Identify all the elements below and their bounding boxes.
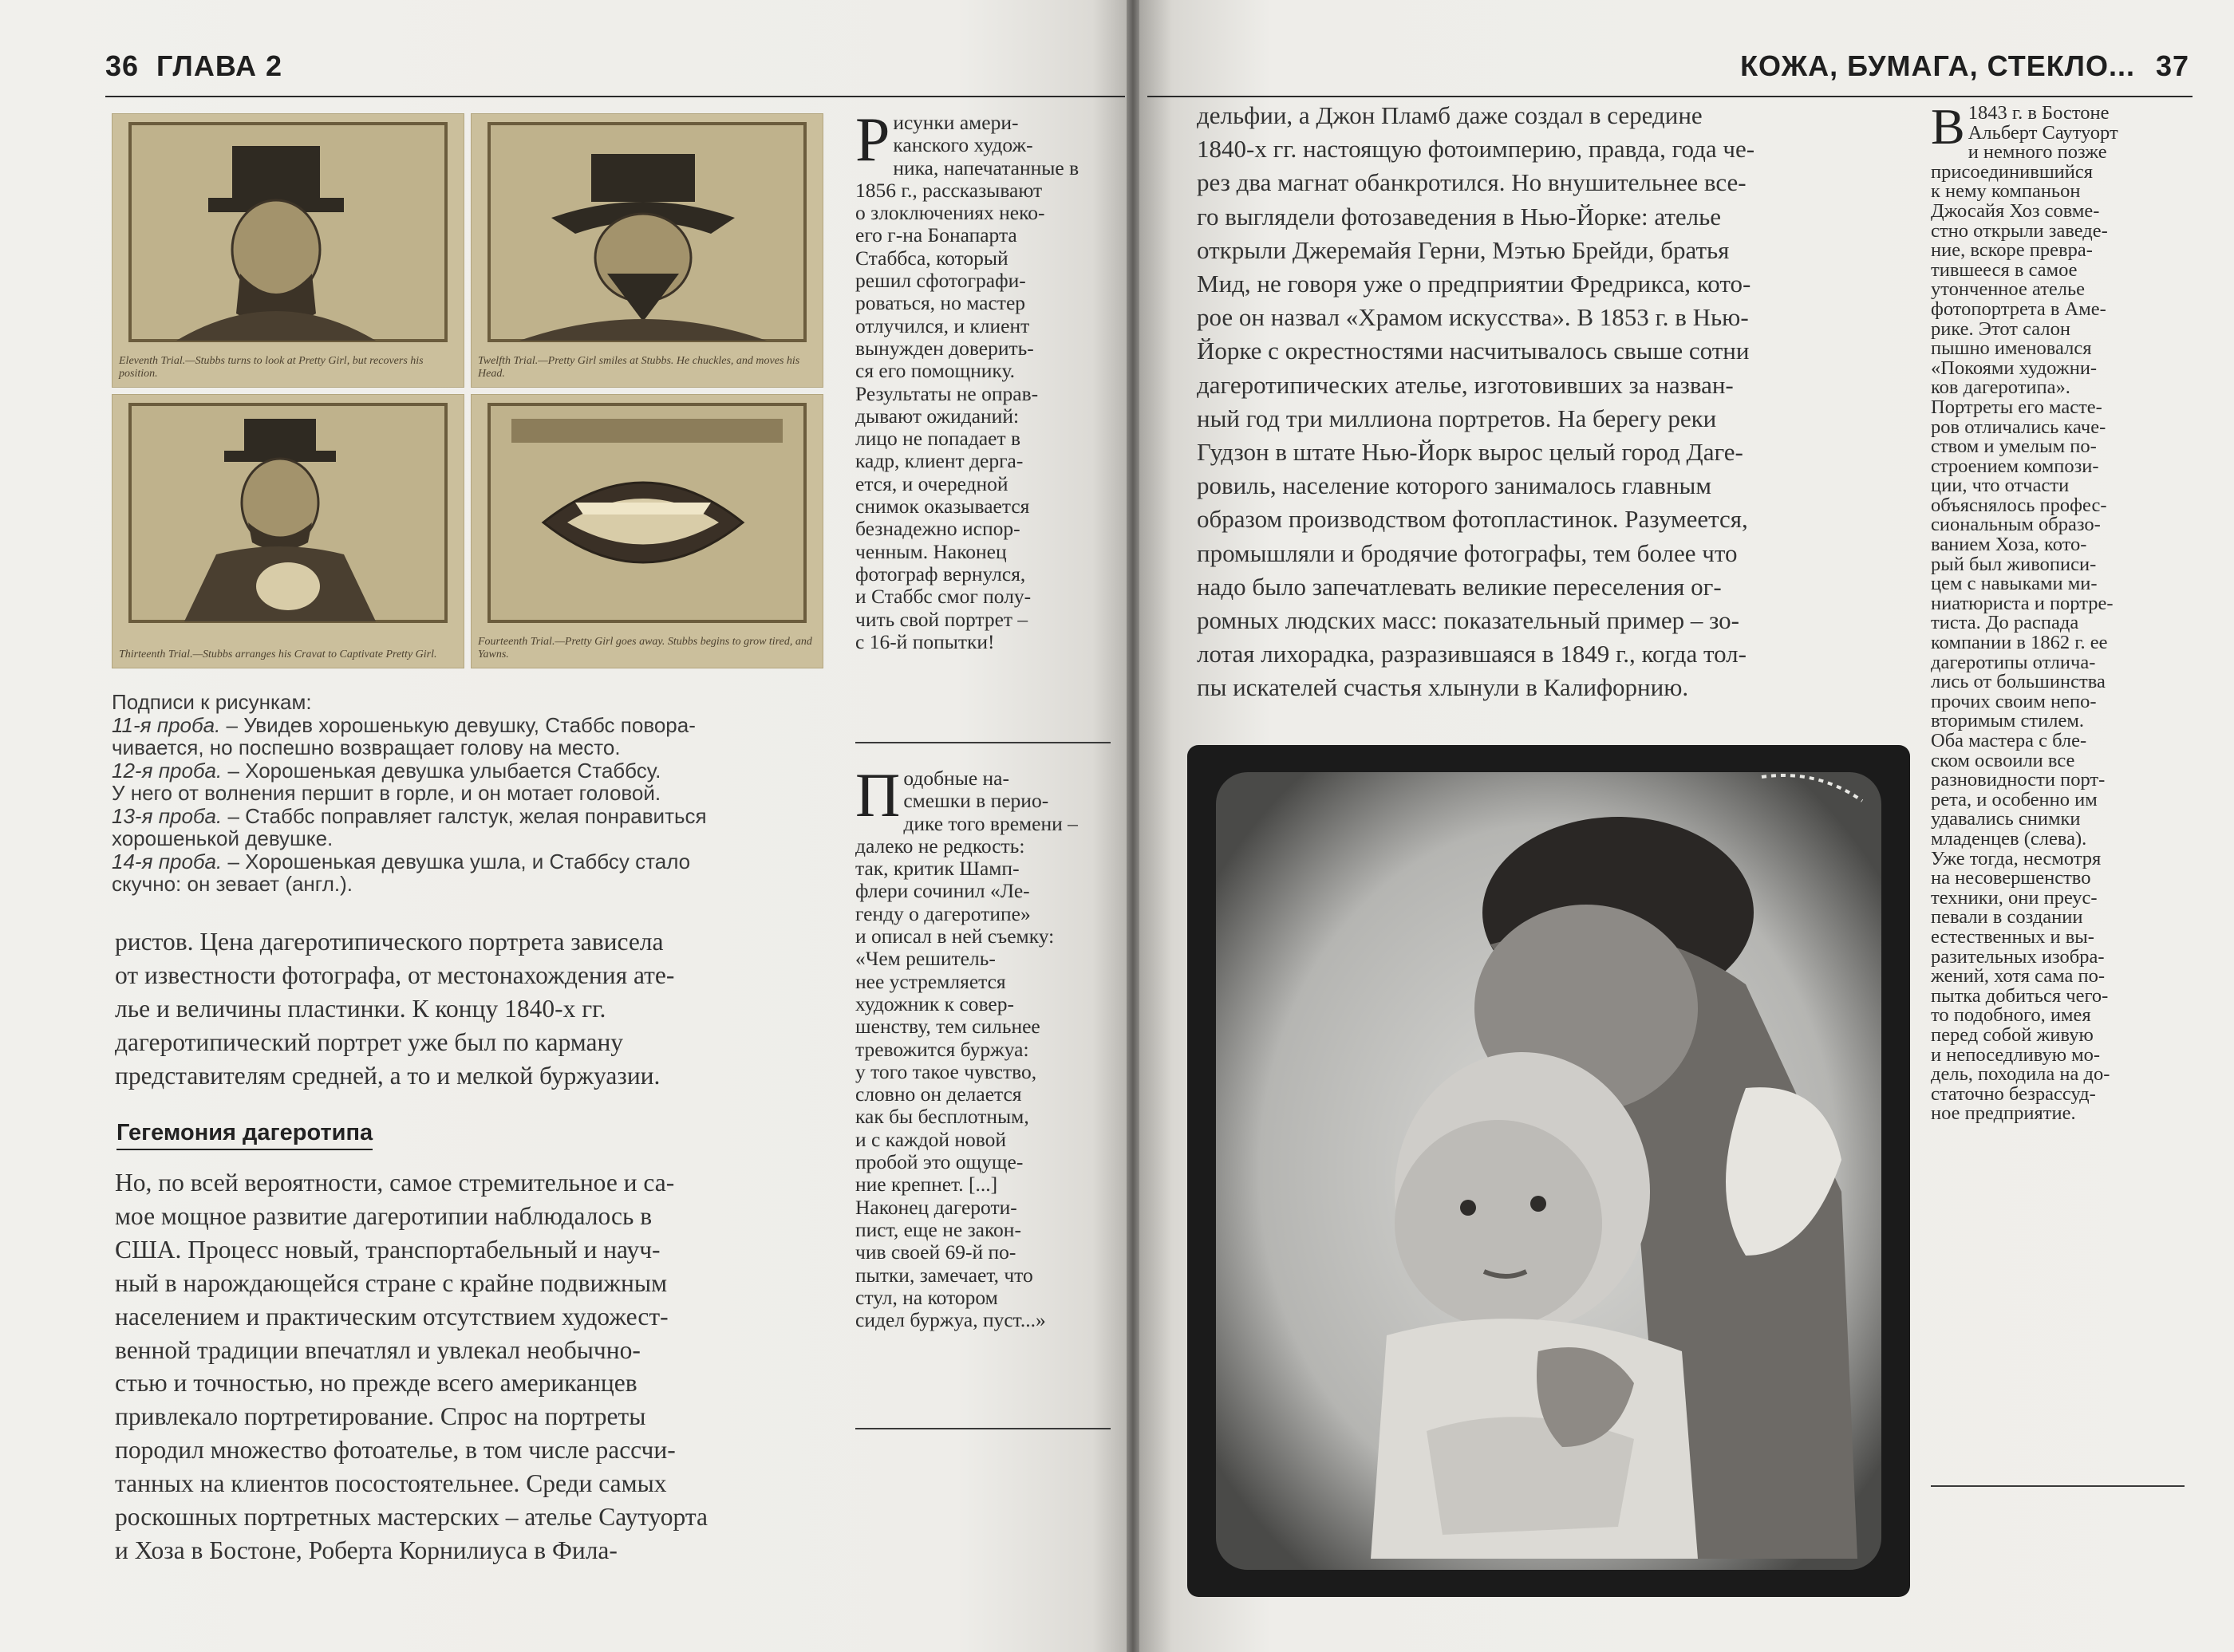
sidebar-line: на несовершенство xyxy=(1931,867,2091,889)
sidebar-line: тревожится буржуа: xyxy=(855,1037,1029,1061)
chapter-title: ГЛАВА 2 xyxy=(156,49,283,82)
sidebar-line: словно он делается xyxy=(855,1082,1022,1106)
right-body-text xyxy=(1197,99,1915,705)
body-line: ный год три миллиона портретов. На берегу реки xyxy=(1197,404,1717,432)
body-line: от известности фотографа, от местонахождения ате- xyxy=(115,960,675,989)
sidebar-line: Оба мастера с бле- xyxy=(1931,730,2087,751)
sidebar-line: тившееся в самое xyxy=(1931,258,2078,281)
body-line: промышляли и бродячие фотографы, тем более что xyxy=(1197,538,1738,567)
sidebar-line: статочно безрассуд- xyxy=(1931,1082,2096,1105)
sidebar-top xyxy=(855,104,1119,653)
sidebar-line: ся его помощнику. xyxy=(855,359,1016,383)
body-line: ристов. Цена дагеротипического портрета зависела xyxy=(115,928,664,956)
body-text-top xyxy=(115,925,833,1093)
body-line: открыли Джеремайя Герни, Мэтью Брейди, братья xyxy=(1197,235,1730,264)
left-page-number: 36 xyxy=(105,49,140,82)
sidebar-line: отлучился, и клиент xyxy=(855,313,1030,337)
caption-line: 14-я проба. – Хорошенькая девушка ушла, и Стаббсу стало xyxy=(112,849,691,873)
right-sidebar xyxy=(1931,98,2194,1125)
sidebar-line: генду о дагеротипе» xyxy=(855,901,1031,925)
cartoon-panel-13 xyxy=(112,394,464,668)
sidebar-line: пист, еще не закон- xyxy=(855,1217,1021,1241)
sidebar-line: сидел буржуа, пуст...» xyxy=(855,1308,1046,1332)
sidebar-line: фотопортрета в Аме- xyxy=(1931,298,2106,320)
sidebar-bottom xyxy=(855,760,1119,1332)
body-line: надо было запечатлевать великие переселения ог- xyxy=(1197,572,1722,601)
sidebar-line: Джосайя Хоз совме- xyxy=(1931,199,2100,222)
sidebar-line: Альберт Саутуорт xyxy=(1968,121,2118,144)
sidebar-line: исунки амери- xyxy=(893,111,1019,134)
body-line: лотая лихорадка, разразившаяся в 1849 г., когда тол- xyxy=(1197,640,1747,668)
sidebar-line: так, критик Шамп- xyxy=(855,857,1020,881)
sidebar-line: вторимым стилем. xyxy=(1931,710,2084,732)
sidebar-line: объяснялось профес- xyxy=(1931,494,2107,516)
body-line: Йорке с окрестностями насчитывалось свыше сотни xyxy=(1197,337,1750,365)
sidebar-line: Стаббса, который xyxy=(855,246,1008,270)
sidebar-line: пышно именовался xyxy=(1931,337,2092,360)
sidebar-end-rule xyxy=(1931,1485,2185,1487)
body-line: дагеротипических ателье, изготовивших за назван- xyxy=(1197,370,1734,399)
header-rule xyxy=(1147,96,2193,97)
section-subheading: Гегемония дагеротипа xyxy=(116,1120,373,1150)
sidebar-line: дике того времени – xyxy=(903,811,1078,835)
caption-line: У него от волнения першит в горле, и он мотает головой. xyxy=(112,781,661,805)
sidebar-line: 1856 г., рассказывают xyxy=(855,178,1043,202)
sidebar-line: тиста. До распада xyxy=(1931,612,2079,634)
sidebar-line: одобные на- xyxy=(903,767,1009,790)
body-line: США. Процесс новый, транспортабельный и науч- xyxy=(115,1235,661,1264)
cartoon-caption-12: Twelfth Trial.—Pretty Girl smiles at Stubbs. He chuckles, and moves his Head. xyxy=(478,355,800,380)
body-line: лье и величины пластинки. К концу 1840-х гг. xyxy=(115,994,606,1023)
body-line: рое он назвал «Храмом искусства». В 1853 г. в Нью- xyxy=(1197,303,1749,332)
caption-line: чивается, но поспешно возвращает голову на место. xyxy=(112,735,621,759)
body-line: и Хоза в Бостоне, Роберта Корнилиуса в Фила- xyxy=(115,1536,618,1564)
sidebar-line: ника, напечатанные в xyxy=(893,156,1080,179)
sidebar-line: лись от большинства xyxy=(1931,671,2106,693)
body-line: Но, по всей вероятности, самое стремительное и са- xyxy=(115,1169,675,1197)
left-running-head xyxy=(105,49,282,83)
sidebar-line: ров отличались каче- xyxy=(1931,416,2106,438)
body-line: ромных людских масс: показательный пример – зо- xyxy=(1197,606,1739,635)
sidebar-line: рике. Этот салон xyxy=(1931,317,2070,340)
sidebar-line: с 16-й попытки! xyxy=(855,629,995,653)
sidebar-line: ванием Хоза, кото- xyxy=(1931,534,2087,556)
sidebar-line: чив своей 69-й по- xyxy=(855,1240,1016,1264)
caption-line: 12-я проба. – Хорошенькая девушка улыбается Стаббсу. xyxy=(112,758,661,783)
body-line: образом производством фотопластинок. Разумеется, xyxy=(1197,505,1748,534)
cartoon-panel-12 xyxy=(471,113,823,388)
sidebar-line: утонченное ателье xyxy=(1931,278,2086,301)
body-line: Гудзон в штате Нью-Йорк вырос целый город Даге- xyxy=(1197,438,1743,467)
sidebar-line: роваться, но мастер xyxy=(855,291,1026,315)
caption-line: 11-я проба. – Увидев хорошенькую девушку, Стаббс повора- xyxy=(112,712,696,737)
sidebar-line: жений, хотя сама по- xyxy=(1931,965,2105,988)
right-page-number: 37 xyxy=(2155,49,2189,82)
right-running-head xyxy=(1740,49,2189,83)
body-line: танных на клиентов посостоятельнее. Среди самых xyxy=(115,1469,667,1498)
cartoon-panel-11 xyxy=(112,113,464,388)
body-line: породил множество фотоателье, в том числе рассчи- xyxy=(115,1436,676,1465)
sidebar-line: компании в 1862 г. ее xyxy=(1931,632,2108,654)
sidebar-line: ством и умелым по- xyxy=(1931,436,2097,458)
sidebar-line: рета, и особенно им xyxy=(1931,788,2098,810)
sidebar-line: разновидности порт- xyxy=(1931,769,2106,791)
sidebar-line: удавались снимки xyxy=(1931,808,2081,830)
sidebar-line: пытки, замечает, что xyxy=(855,1263,1033,1287)
caption-line: 13-я проба. – Стаббс поправляет галстук, желая понравиться xyxy=(112,803,707,828)
sidebar-end-rule xyxy=(855,1428,1111,1429)
sidebar-line: ниатюриста и портре- xyxy=(1931,592,2114,614)
sidebar-line: цем с навыками ми- xyxy=(1931,573,2098,595)
sidebar-line: Уже тогда, несмотря xyxy=(1931,847,2102,869)
caption-line: хорошенькой девушке. xyxy=(112,826,334,850)
sidebar-line: художник к совер- xyxy=(855,992,1014,1015)
sidebar-line: 1843 г. в Бостоне xyxy=(1968,102,2110,124)
body-line: ровиль, население которого занималось главным xyxy=(1197,471,1711,500)
caption-line: Подписи к рисункам: xyxy=(112,690,312,714)
sidebar-line: вынужден доверить- xyxy=(855,336,1034,360)
sidebar-line: у того такое чувство, xyxy=(855,1059,1037,1083)
body-line: дельфии, а Джон Пламб даже создал в середине xyxy=(1197,101,1703,129)
book-gutter xyxy=(1127,0,1139,1652)
image-caption xyxy=(112,691,830,896)
sidebar-line: пробой это ощуще- xyxy=(855,1150,1024,1174)
body-line: венной традиции впечатлял и увлекал необычно- xyxy=(115,1335,641,1364)
sidebar-line: строением компози- xyxy=(1931,455,2099,477)
dropcap: П xyxy=(855,760,901,830)
body-line: пы искателей счастья хлынули в Калифорнию. xyxy=(1197,673,1689,702)
sidebar-line: пытка добиться чего- xyxy=(1931,984,2109,1007)
cartoon-caption-13: Thirteenth Trial.—Stubbs arranges his Cravat to Captivate Pretty Girl. xyxy=(119,649,437,660)
body-line: рез два магнат обанкротился. Но внушительнее все- xyxy=(1197,168,1747,197)
header-rule xyxy=(105,96,1125,97)
sidebar-line: о злоключениях неко- xyxy=(855,201,1045,225)
cartoon-caption-11: Eleventh Trial.—Stubbs turns to look at Pretty Girl, but recovers his position. xyxy=(119,355,424,380)
sidebar-line: ние крепнет. [...] xyxy=(855,1173,998,1197)
sidebar-line: присоединившийся xyxy=(1931,160,2094,183)
body-line: роскошных портретных мастерских – ателье Саутуорта xyxy=(115,1503,708,1532)
body-line: Мид, не говоря уже о предприятии Фредрикса, кото- xyxy=(1197,270,1751,298)
sidebar-line: канского худож- xyxy=(893,133,1033,157)
sidebar-line: Результаты не оправ- xyxy=(855,381,1039,405)
sidebar-line: «Чем решитель- xyxy=(855,947,996,971)
sidebar-line: прочих своим непо- xyxy=(1931,690,2097,712)
cartoon-panel-14 xyxy=(471,394,823,668)
sidebar-line: дывают ожиданий: xyxy=(855,404,1020,428)
sidebar-line: безнадежно испор- xyxy=(855,517,1020,541)
sidebar-line: как бы бесплотным, xyxy=(855,1105,1029,1129)
cartoon-strip xyxy=(112,113,830,672)
body-line: го выглядели фотозаведения в Нью-Йорке: ателье xyxy=(1197,202,1722,231)
sidebar-line: перед собой живую xyxy=(1931,1023,2094,1046)
sidebar-line: рый был живописи- xyxy=(1931,553,2097,575)
cartoon-caption-14: Fourteenth Trial.—Pretty Girl goes away. Stubbs begins to grow tired, and Yawns. xyxy=(478,636,812,660)
sidebar-line: дель, походила на до- xyxy=(1931,1063,2110,1086)
sidebar-line: его г-на Бонапарта xyxy=(855,223,1017,247)
sidebar-line: естественных и вы- xyxy=(1931,925,2094,948)
sidebar-line: к нему компаньон xyxy=(1931,180,2081,203)
sidebar-line: разительных изобра- xyxy=(1931,945,2105,968)
body-line: 1840-х гг. настоящую фотоимперию, правда, года че- xyxy=(1197,135,1755,164)
sidebar-line: снимок оказывается xyxy=(855,495,1030,518)
sidebar-line: нее устремляется xyxy=(855,969,1006,993)
running-head-title: КОЖА, БУМАГА, СТЕКЛО... xyxy=(1740,49,2135,82)
sidebar-line: ное предприятие. xyxy=(1931,1102,2076,1125)
sidebar-line: Наконец дагероти- xyxy=(855,1195,1017,1219)
sidebar-line: лицо не попадает в xyxy=(855,427,1021,451)
sidebar-line: шенству, тем сильнее xyxy=(855,1015,1040,1039)
body-line: привлекало портретирование. Спрос на портреты xyxy=(115,1402,646,1431)
dropcap: В xyxy=(1931,98,1965,155)
sidebar-line: далеко не редкость: xyxy=(855,834,1025,858)
sidebar-line: Портреты его масте- xyxy=(1931,396,2102,418)
body-line: ный в нарождающейся стране с крайне подвижным xyxy=(115,1268,668,1297)
sidebar-line: и немного позже xyxy=(1968,141,2107,164)
sidebar-line: певали в создании xyxy=(1931,906,2083,929)
sidebar-line: дагеротипы отлича- xyxy=(1931,651,2096,673)
sidebar-line: и описал в ней съемку: xyxy=(855,925,1055,948)
dropcap: Р xyxy=(855,104,890,174)
body-line: стью и точностью, но прежде всего американцев xyxy=(115,1369,637,1398)
sidebar-line: флери сочинил «Ле- xyxy=(855,879,1030,903)
sidebar-line: и с каждой новой xyxy=(855,1127,1007,1151)
sidebar-line: «Покоями художни- xyxy=(1931,357,2098,379)
sidebar-line: ченным. Наконец xyxy=(855,539,1007,563)
sidebar-line: то подобного, имея xyxy=(1931,1004,2091,1027)
body-line: мое мощное развитие дагеротипии наблюдалось в xyxy=(115,1201,653,1230)
caption-line: скучно: он зевает (англ.). xyxy=(112,872,353,896)
sidebar-line: сиональным образо- xyxy=(1931,514,2101,536)
sidebar-line: стул, на котором xyxy=(855,1285,998,1309)
sidebar-line: решил сфотографи- xyxy=(855,269,1026,293)
sidebar-line: ском освоили все xyxy=(1931,749,2075,771)
sidebar-line: и непоседливую мо- xyxy=(1931,1043,2101,1066)
sidebar-divider xyxy=(855,742,1111,743)
sidebar-line: ется, и очередной xyxy=(855,471,1008,495)
sidebar-line: стно открыли заведе- xyxy=(1931,219,2108,242)
daguerreotype-photo xyxy=(1187,745,1910,1597)
sidebar-line: чить свой портрет – xyxy=(855,607,1028,631)
sidebar-line: ции, что отчасти xyxy=(1931,475,2070,497)
sidebar-line: ков дагеротипа». xyxy=(1931,377,2070,399)
sidebar-line: фотограф вернулся, xyxy=(855,562,1026,585)
body-text-bottom xyxy=(115,1166,833,1567)
sidebar-line: техники, они преус- xyxy=(1931,886,2098,909)
body-line: представителям средней, а то и мелкой буржуазии. xyxy=(115,1061,661,1090)
body-line: населением и практическим отсутствием художест- xyxy=(115,1302,669,1331)
sidebar-line: смешки в перио- xyxy=(903,789,1049,813)
body-line: дагеротипический портрет уже был по карману xyxy=(115,1027,624,1056)
sidebar-line: кадр, клиент дерга- xyxy=(855,449,1024,473)
sidebar-line: и Стаббс смог полу- xyxy=(855,585,1032,609)
sidebar-line: младенцев (слева). xyxy=(1931,827,2087,850)
sidebar-line: ние, вскоре превра- xyxy=(1931,239,2093,262)
